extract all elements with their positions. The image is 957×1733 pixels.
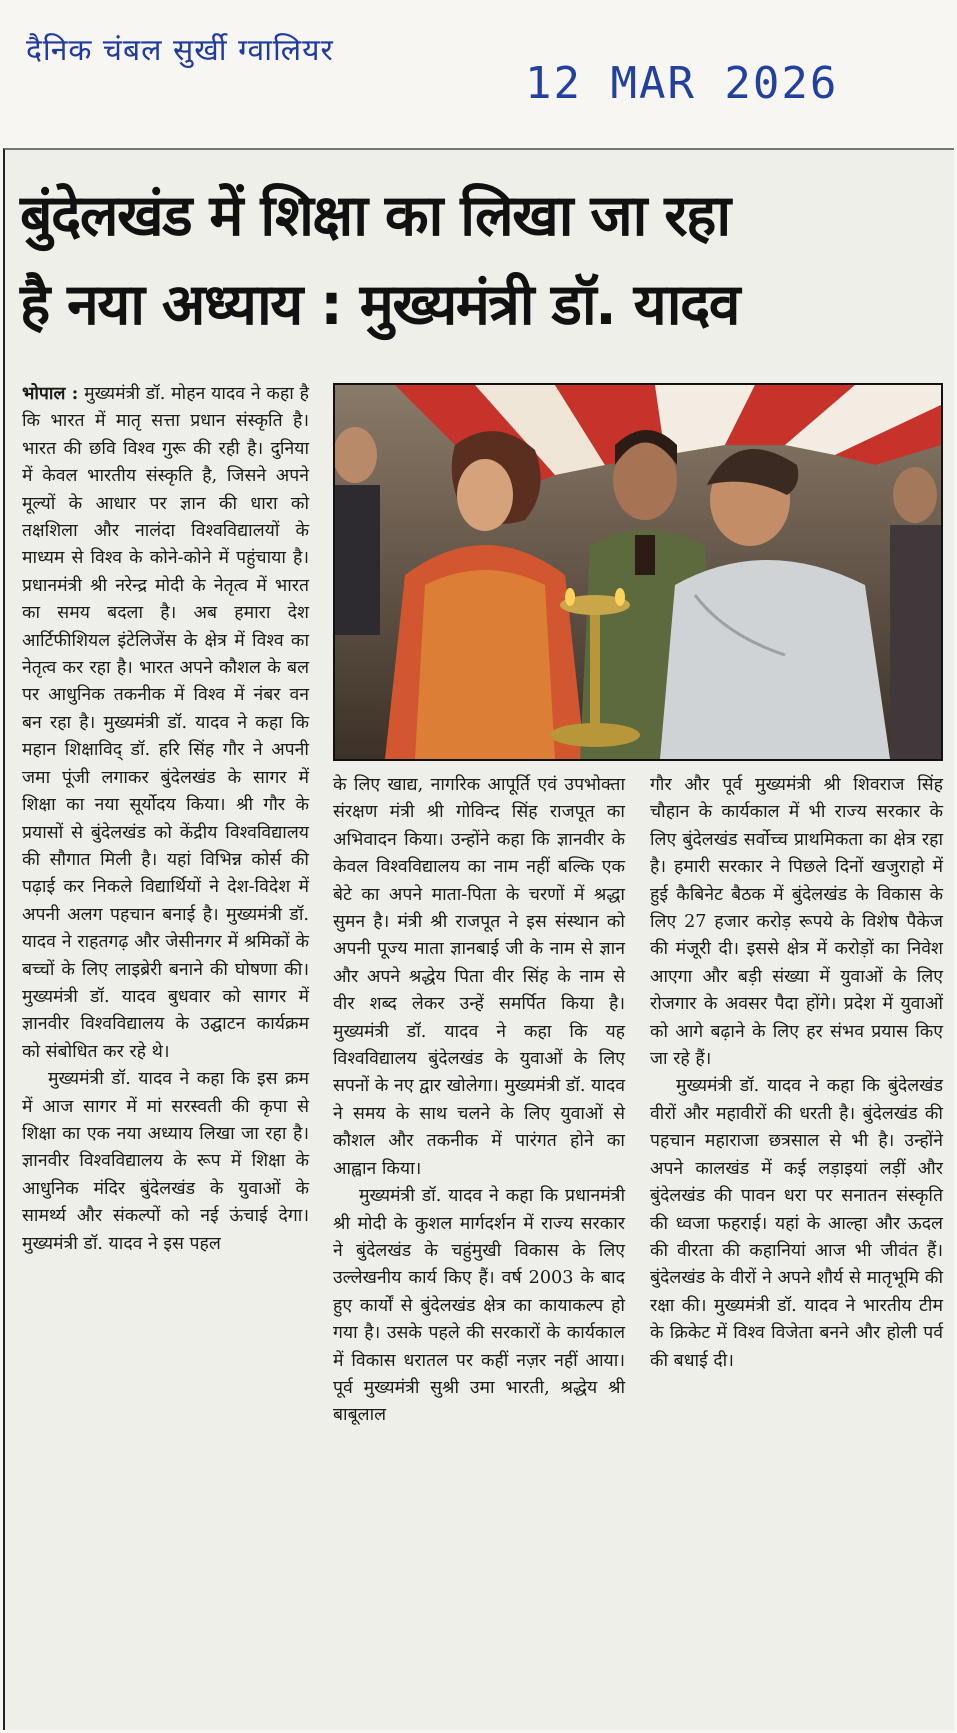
article-paragraph — [22, 380, 309, 1066]
article-paragraph: मुख्यमंत्री डॉ. यादव ने कहा कि इस क्रम में आज सागर में मां सरस्वती की कृपा से शिक्षा का एक नया अध्याय लिखा जा रहा है। ज्ञानवीर विश्वविद्यालय के रूप में शिक्षा के आधुनिक मंदिर बुंदेलखंड के युवाओं के सामर्थ्य और संकल्पों को नई ऊंचाई देगा। मुख्यमंत्री डॉ. यादव ने इस पहल — [22, 1069, 309, 1254]
paper-name: दैनिक चंबल सुर्खी ग्वालियर — [26, 33, 334, 68]
dateline: भोपाल : — [22, 383, 79, 404]
article-paragraph: गौर और पूर्व मुख्यमंत्री श्री शिवराज सिंह चौहान के कार्यकाल में भी राज्य सरकार के लिए बुंदेलखंड सर्वोच्च प्राथमिकता का क्षेत्र रहा है। हमारी सरकार ने पिछले दिनों खजुराहो में हुई कैबिनेट बैठक में बुंदेलखंड के विकास के लिए 27 हजार करोड़ रूपये के विशेष पैकेज की मंजूरी दी। इससे क्षेत्र में करोड़ों का निवेश आएगा और बड़ी संख्या में युवाओं के लिए रोजगार के अवसर पैदा होंगे। प्रदेश में युवाओं को आगे बढ़ाने के लिए हर संभव प्रयास किए जा रहे हैं। — [650, 775, 943, 1070]
headline — [20, 172, 945, 350]
news-photo — [333, 383, 943, 761]
headline-line-1: बुंदेलखंड में शिक्षा का लिखा जा रहा — [20, 183, 730, 249]
date-stamp: 12 MAR 2026 — [525, 58, 839, 109]
article-paragraph: मुख्यमंत्री डॉ. यादव ने कहा कि प्रधानमंत्री श्री मोदी के कुशल मार्गदर्शन में राज्य सरकार ने बुंदेलखंड के चहुंमुखी विकास के लिए उल्लेखनीय कार्य किए हैं। वर्ष 2003 के बाद हुए कार्यों से बुंदेलखंड क्षेत्र का कायाकल्प हो गया है। उसके पहले की सरकारों के कार्यकाल में विकास धरातल पर कहीं नज़र नहीं आया। पूर्व मुख्यमंत्री सुश्री उमा भारती, श्रद्धेय श्री बाबूलाल — [333, 1186, 625, 1426]
article-column-3 — [650, 772, 943, 1375]
article-column-1 — [22, 380, 309, 1258]
article-text: मुख्यमंत्री डॉ. मोहन यादव ने कहा है कि भारत में मातृ सत्ता प्रधान संस्कृति है। भारत की छवि विश्व गुरू की रही है। दुनिया में केवल भारतीय संस्कृति है, जिसने अपने मूल्यों के आधार पर ज्ञान की धारा को तक्षशिला और नालंदा विश्वविद्यालयों के माध्यम से विश्व के कोने-कोने में पहुंचाया है। प्रधानमंत्री श्री नरेन्द्र मोदी के नेतृत्व में भारत का समय बदला है। अब हमारा देश आर्टिफीशियल इंटेलिजेंस के क्षेत्र में विश्व का नेतृत्व कर रहा है। भारत अपने कौशल के बल पर आधुनिक तकनीक में विश्व में नंबर वन बन रहा है। मुख्यमंत्री डॉ. यादव ने कहा कि महान शिक्षाविद् डॉ. हरि सिंह गौर ने अपनी जमा पूंजी लगाकर बुंदेलखंड के सागर में शिक्षा का नया सूर्योदय किया। श्री गौर के प्रयासों से बुंदेलखंड को केंद्रीय विश्वविद्यालय की सौगात मिली है। यहां विभिन्न कोर्स की पढ़ाई कर निकले विद्यार्थियों ने देश-विदेश में अपनी अलग पहचान बनाई है। मुख्यमंत्री डॉ. यादव ने राहतगढ़ और जेसीनगर में श्रमिकों के बच्चों के लिए लाइब्रेरी बनाने की घोषणा की। मुख्यमंत्री डॉ. यादव बुधवार को सागर में ज्ञानवीर विश्वविद्यालय के उद्घाटन कार्यक्रम को संबोधित कर रहे थे। — [22, 384, 310, 1062]
headline-line-2: है नया अध्याय : मुख्यमंत्री डॉ. यादव — [20, 272, 739, 338]
article-column-2 — [333, 772, 625, 1430]
article-paragraph: के लिए खाद्य, नागरिक आपूर्ति एवं उपभोक्ता संरक्षण मंत्री श्री गोविन्द सिंह राजपूत का अभिवादन किया। उन्होंने कहा कि ज्ञानवीर के केवल विश्वविद्यालय का नाम नहीं बल्कि एक बेटे का अपने माता-पिता के चरणों में श्रद्धा सुमन है। मंत्री श्री राजपूत ने इस संस्थान को अपनी पूज्य माता ज्ञानबाई जी के नाम से ज्ञान और अपने श्रद्धेय पिता वीर सिंह के नाम से वीर शब्द लेकर उन्हें समर्पित किया है। मुख्यमंत्री डॉ. यादव ने कहा कि यह विश्वविद्यालय बुंदेलखंड के युवाओं के लिए सपनों के नए द्वार खोलेगा। मुख्यमंत्री डॉ. यादव ने समय के साथ चलने के लिए युवाओं से कौशल और तकनीक में पारंगत होने का आह्वान किया। — [333, 775, 625, 1179]
article-paragraph: मुख्यमंत्री डॉ. यादव ने कहा कि बुंदेलखंड वीरों और महावीरों की धरती है। बुंदेलखंड की पहचान महाराजा छत्रसाल से भी है। उन्होंने अपने कालखंड में कई लड़ाइयां लड़ीं और बुंदेलखंड की पावन धरा पर सनातन संस्कृति की ध्वजा फहराई। यहां के आल्हा और ऊदल की वीरता की कहानियां आज भी जीवंत हैं। बुंदेलखंड के वीरों ने अपने शौर्य से मातृभूमि की रक्षा की। मुख्यमंत्री डॉ. यादव ने भारतीय टीम के क्रिकेट में विश्व विजेता बनने और होली पर्व की बधाई दी। — [650, 1076, 943, 1371]
